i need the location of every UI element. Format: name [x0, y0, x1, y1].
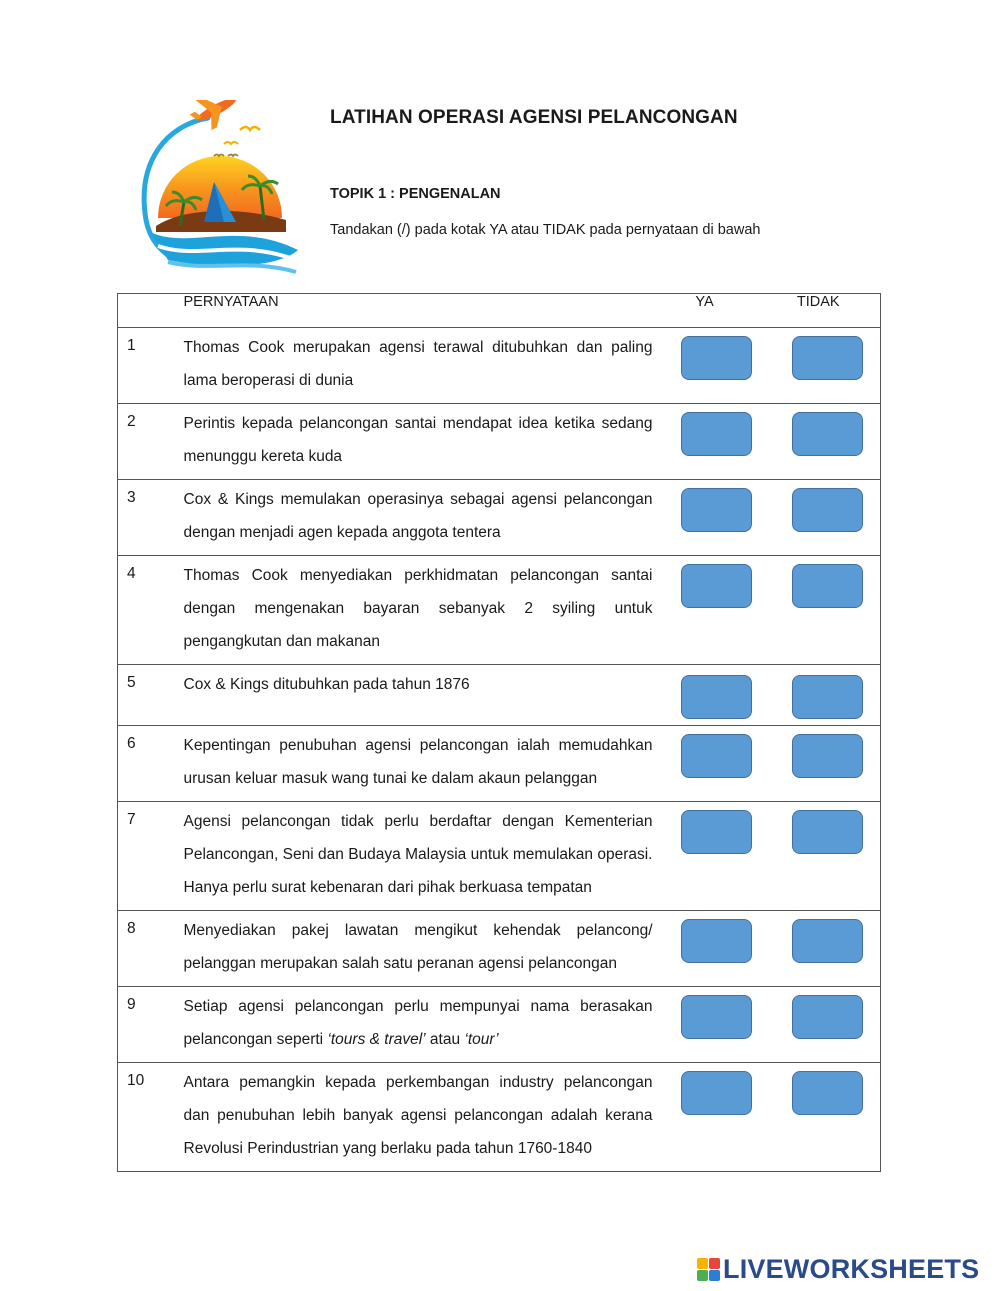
- row-statement: Agensi pelancongan tidak perlu berdaftar dengan Kementerian Pelancongan, Seni dan Budaya Malaysia untuk memulakan operasi. Hanya perlu surat kebenaran dari pihak berkuasa tempatan: [183, 813, 653, 896]
- table-row: [118, 1063, 881, 1172]
- row-number: 8: [127, 920, 136, 937]
- row-statement: Antara pemangkin kepada perkembangan industry pelancongan dan penubuhan lebih banyak agensi pelancongan adalah kerana Revolusi Perindustrian yang berlaku pada tahun 1760-1840: [183, 1074, 653, 1157]
- header-statement-label: PERNYATAAN: [183, 294, 279, 310]
- statement-italic: ‘tours & travel’: [327, 1031, 426, 1048]
- answer-box-ya[interactable]: [681, 336, 752, 380]
- header-statement: [174, 294, 653, 328]
- row-number: 5: [127, 674, 136, 691]
- table-row: [118, 726, 881, 802]
- row-number: 9: [127, 996, 136, 1013]
- table-row: [118, 328, 881, 404]
- row-number: 7: [127, 811, 136, 828]
- answer-box-tidak[interactable]: [792, 675, 863, 719]
- table-row: [118, 802, 881, 911]
- answer-box-tidak[interactable]: [792, 488, 863, 532]
- answer-box-ya[interactable]: [681, 412, 752, 456]
- statement-italic: ‘tour’: [464, 1031, 499, 1048]
- brand-logo-icon: [697, 1258, 720, 1281]
- row-number: 10: [127, 1072, 145, 1089]
- row-statement: Cox & Kings ditubuhkan pada tahun 1876: [183, 676, 470, 693]
- answer-box-tidak[interactable]: [792, 995, 863, 1039]
- row-number: 1: [127, 337, 136, 354]
- travel-logo-icon: [128, 100, 308, 280]
- answer-box-tidak[interactable]: [792, 1071, 863, 1115]
- answer-box-ya[interactable]: [681, 919, 752, 963]
- row-number: 2: [127, 413, 136, 430]
- answer-box-ya[interactable]: [681, 810, 752, 854]
- table-row: [118, 987, 881, 1063]
- header-num-cell: [118, 294, 174, 328]
- answer-box-tidak[interactable]: [792, 336, 863, 380]
- answer-box-ya[interactable]: [681, 488, 752, 532]
- row-statement: Thomas Cook menyediakan perkhidmatan pelancongan santai dengan mengenakan bayaran sebanyak 2 syiling untuk pengangkutan dan makanan: [183, 567, 653, 650]
- answer-box-ya[interactable]: [681, 1071, 752, 1115]
- table-row: [118, 911, 881, 987]
- row-statement: Cox & Kings memulakan operasinya sebagai agensi pelancongan dengan menjadi agen kepada anggota tentera: [183, 491, 653, 541]
- table-row: [118, 556, 881, 665]
- row-number: 4: [127, 565, 136, 582]
- answer-box-tidak[interactable]: [792, 919, 863, 963]
- instruction-text: Tandakan (/) pada kotak YA atau TIDAK pada pernyataan di bawah: [330, 222, 761, 238]
- answer-box-tidak[interactable]: [792, 810, 863, 854]
- row-statement: Perintis kepada pelancongan santai mendapat idea ketika sedang menunggu kereta kuda: [183, 415, 653, 465]
- table-row: [118, 404, 881, 480]
- table-row: [118, 665, 881, 726]
- answer-box-ya[interactable]: [681, 675, 752, 719]
- answer-box-ya[interactable]: [681, 734, 752, 778]
- answer-box-tidak[interactable]: [792, 564, 863, 608]
- answer-box-tidak[interactable]: [792, 412, 863, 456]
- liveworksheets-brand: [697, 1254, 979, 1284]
- statement-text: Setiap agensi pelancongan perlu mempunyai nama berasakan pelancongan seperti: [183, 998, 653, 1048]
- row-statement: Thomas Cook merupakan agensi terawal ditubuhkan dan paling lama beroperasi di dunia: [183, 339, 653, 389]
- row-number: 6: [127, 735, 136, 752]
- table-row: [118, 480, 881, 556]
- topic-heading: TOPIK 1 : PENGENALAN: [330, 186, 501, 202]
- statement-text: atau: [425, 1031, 465, 1048]
- page-title: LATIHAN OPERASI AGENSI PELANCONGAN: [330, 107, 738, 128]
- statement-table: [117, 293, 881, 1172]
- table-header-row: [118, 294, 881, 328]
- row-number: 3: [127, 489, 136, 506]
- answer-box-ya[interactable]: [681, 564, 752, 608]
- row-statement: Kepentingan penubuhan agensi pelancongan ialah memudahkan urusan keluar masuk wang tunai ke dalam akaun pelanggan: [183, 737, 653, 787]
- brand-name: LIVEWORKSHEETS: [723, 1253, 980, 1284]
- row-statement: Menyediakan pakej lawatan mengikut kehendak pelancong/ pelanggan merupakan salah satu peranan agensi pelancongan: [183, 922, 653, 972]
- header-yes: YA: [653, 294, 757, 328]
- header-no: TIDAK: [757, 294, 881, 328]
- row-statement: [174, 987, 653, 1062]
- answer-box-tidak[interactable]: [792, 734, 863, 778]
- answer-box-ya[interactable]: [681, 995, 752, 1039]
